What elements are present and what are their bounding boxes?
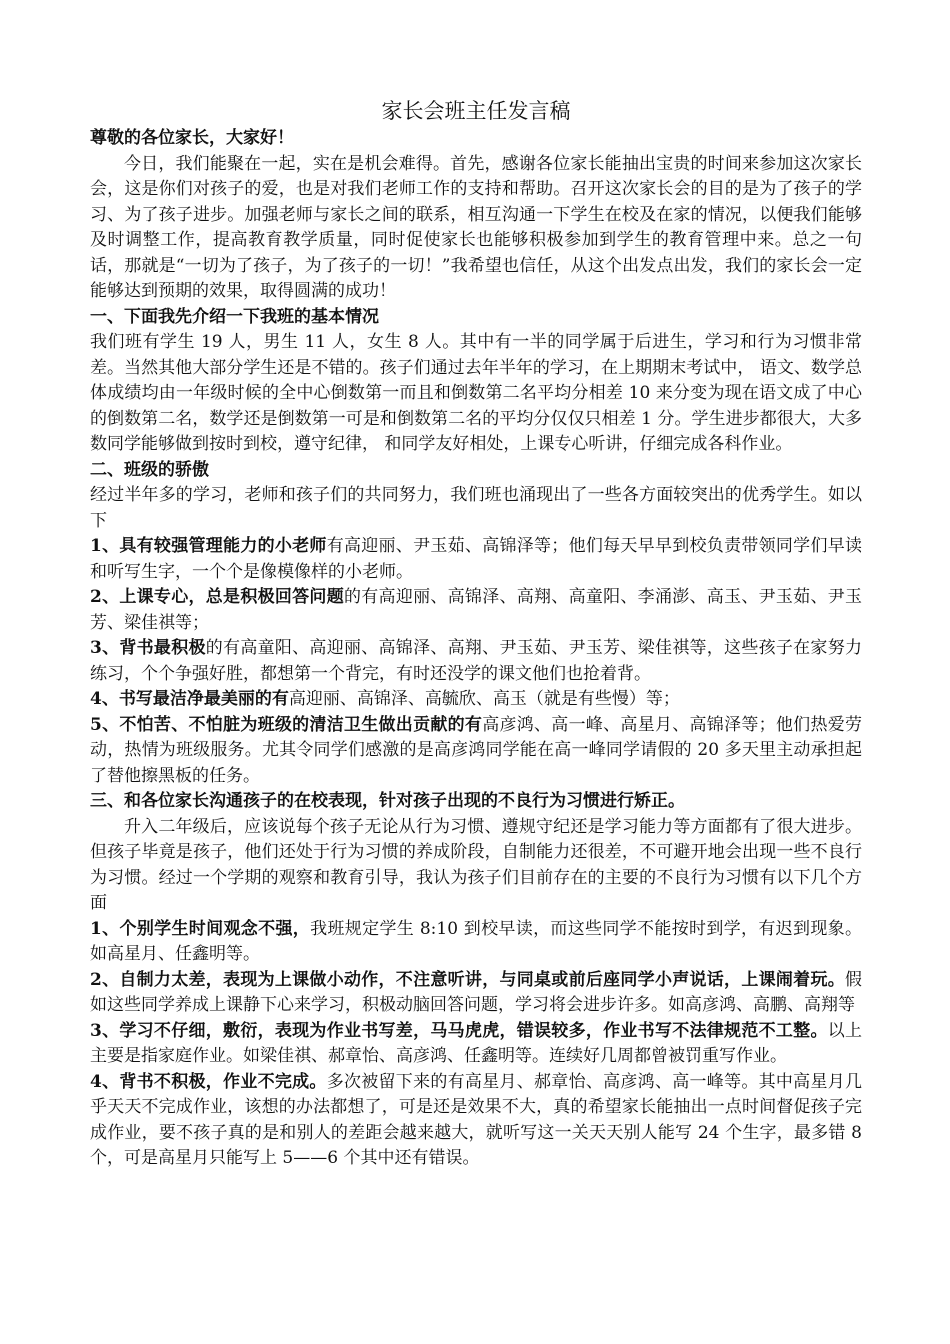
section-3-item (90, 968, 862, 1019)
item-bold-lead: 1、具有较强管理能力的小老师 (90, 536, 327, 556)
section-1-heading: 一、下面我先介绍一下我班的基本情况 (90, 306, 379, 327)
section-2-item (90, 585, 862, 636)
item-bold-lead: 1、个别学生时间观念不强， (90, 918, 311, 939)
item-text: 高彦鸿、高一峰、高星月、高锦泽等；他们热爱劳动，热情为班级服务。尤其令同学们感激的是高彦鸿同学能在高一峰同学请假的 20 多天里主动承担起了替他擦黑板的任务。 (90, 714, 863, 786)
item-bold-lead: 3、学习不仔细，敷衍，表现为作业书写差，马马虎虎，错误较多，作业书写不法律规范不工整。 (90, 1020, 828, 1041)
section-3-heading: 三、和各位家长沟通孩子的在校表现，针对孩子出现的不良行为习惯进行矫正。 (90, 791, 685, 811)
item-text: 假如这些同学养成上课静下心来学习，积极动脑回答问题，学习将会进步许多。如高彦鸿、高鹏、高翔等 (90, 969, 862, 1015)
document-page (90, 96, 862, 1172)
item-bold-lead: 4、背书不积极，作业不完成。 (90, 1071, 327, 1092)
item-text: 我班规定学生 8:10 到校早读，而这些同学不能按时到学，有迟到现象。如高星月、任鑫明等。 (90, 918, 863, 964)
section-2-item (90, 687, 862, 713)
item-text: 以上主要是指家庭作业。如梁佳祺、郝章怡、高彦鸿、任鑫明等。连续好几周都曾被罚重写作业。 (90, 1020, 863, 1066)
section-3-body: 升入二年级后，应该说每个孩子无论从行为习惯、遵规守纪还是学习能力等方面都有了很大进步。但孩子毕竟是孩子，他们还处于行为习惯的养成阶段，自制能力还很差，不可避开地会出现一些不良行为习惯。经过一个学期的观察和教育引导，我认为孩子们目前存在的主要的不良行为习惯有以下几个方面 (90, 816, 862, 913)
item-text: 有高迎丽、尹玉茹、高锦泽等；他们每天早早到校负责带领同学们早读和听写生字，一个个是像模像样的小老师。 (90, 536, 863, 582)
document-title: 家长会班主任发言稿 (381, 99, 571, 123)
section-2-heading: 二、班级的骄傲 (90, 459, 209, 480)
item-bold-lead: 5、不怕苦、不怕脏为班级的清洁卫生做出贡献的有 (90, 714, 483, 735)
item-text: 高迎丽、高锦泽、高毓欣、高玉（就是有些慢）等； (288, 689, 680, 709)
section-2-body: 经过半年多的学习，老师和孩子们的共同努力，我们班也涌现出了一些各方面较突出的优秀学生。如以下 (90, 485, 862, 531)
section-3-item (90, 1070, 862, 1172)
section-3-item (90, 917, 862, 968)
section-2-item (90, 713, 862, 790)
item-text: 的有高迎丽、高锦泽、高翔、高童阳、李涌澎、高玉、尹玉茹、尹玉芳、梁佳祺等； (90, 587, 863, 633)
section-1-body: 我们班有学生 19 人，男生 11 人，女生 8 人。其中有一半的同学属于后进生，学习和行为习惯非常差。当然其他大部分学生还是不错的。孩子们通过去年半年的学习，在上期期末考试中， 语文、数学总体成绩均由一年级时候的全中心倒数第一而且和倒数第二名平均分相差 10 来分变为现在语文成了中心的倒数第二名，数学还是倒数第一可是和倒数第二名的平均分仅仅只相差 1 分。学生进步都很大，大多数同学能够做到按时到校，遵守纪律， 和同学友好相处，上课专心听讲，仔细完成各科作业。 (90, 332, 862, 454)
section-3-item (90, 1019, 862, 1070)
item-text: 的有高童阳、高迎丽、高锦泽、高翔、尹玉茹、尹玉芳、梁佳祺等，这些孩子在家努力练习，个个争强好胜，都想第一个背完，有时还没学的课文他们也抢着背。 (90, 638, 862, 684)
intro-paragraph: 今日，我们能聚在一起，实在是机会难得。首先，感谢各位家长能抽出宝贵的时间来参加这次家长会，这是你们对孩子的爱，也是对我们老师工作的支持和帮助。召开这次家长会的目的是为了孩子的学习、为了孩子进步。加强老师与家长之间的联系，相互沟通一下学生在校及在家的情况，以便我们能够及时调整工作，提高教育教学质量，同时促使家长也能够积极参加到学生的教育管理中来。总之一句话，那就是“一切为了孩子，为了孩子的一切！”我希望也信任，从这个出发点出发，我们的家长会一定能够达到预期的效果，取得圆满的成功！ (90, 153, 862, 301)
item-bold-lead: 2、自制力太差，表现为上课做小动作，不注意听讲，与同桌或前后座同学小声说话，上课闹着玩。 (90, 969, 845, 990)
item-bold-lead: 3、背书最积极 (90, 638, 206, 658)
item-bold-lead: 2、上课专心，总是积极回答问题 (90, 587, 344, 607)
section-2-item (90, 636, 862, 687)
item-text: 多次被留下来的有高星月、郝章怡、高彦鸿、高一峰等。其中高星月几乎天天不完成作业，该想的办法都想了，可是还是效果不大，真的希望家长能抽出一点时间督促孩子完成作业，要不孩子真的是和别人的差距会越来越大，就听写这一关天天别人能写 24 个生字，最多错 8 个，可是高星月只能写上 5——6 个其中还有错误。 (90, 1071, 863, 1168)
greeting: 尊敬的各位家长，大家好！ (90, 128, 294, 148)
section-2-item (90, 534, 862, 585)
item-bold-lead: 4、书写最洁净最美丽的有 (90, 689, 289, 709)
